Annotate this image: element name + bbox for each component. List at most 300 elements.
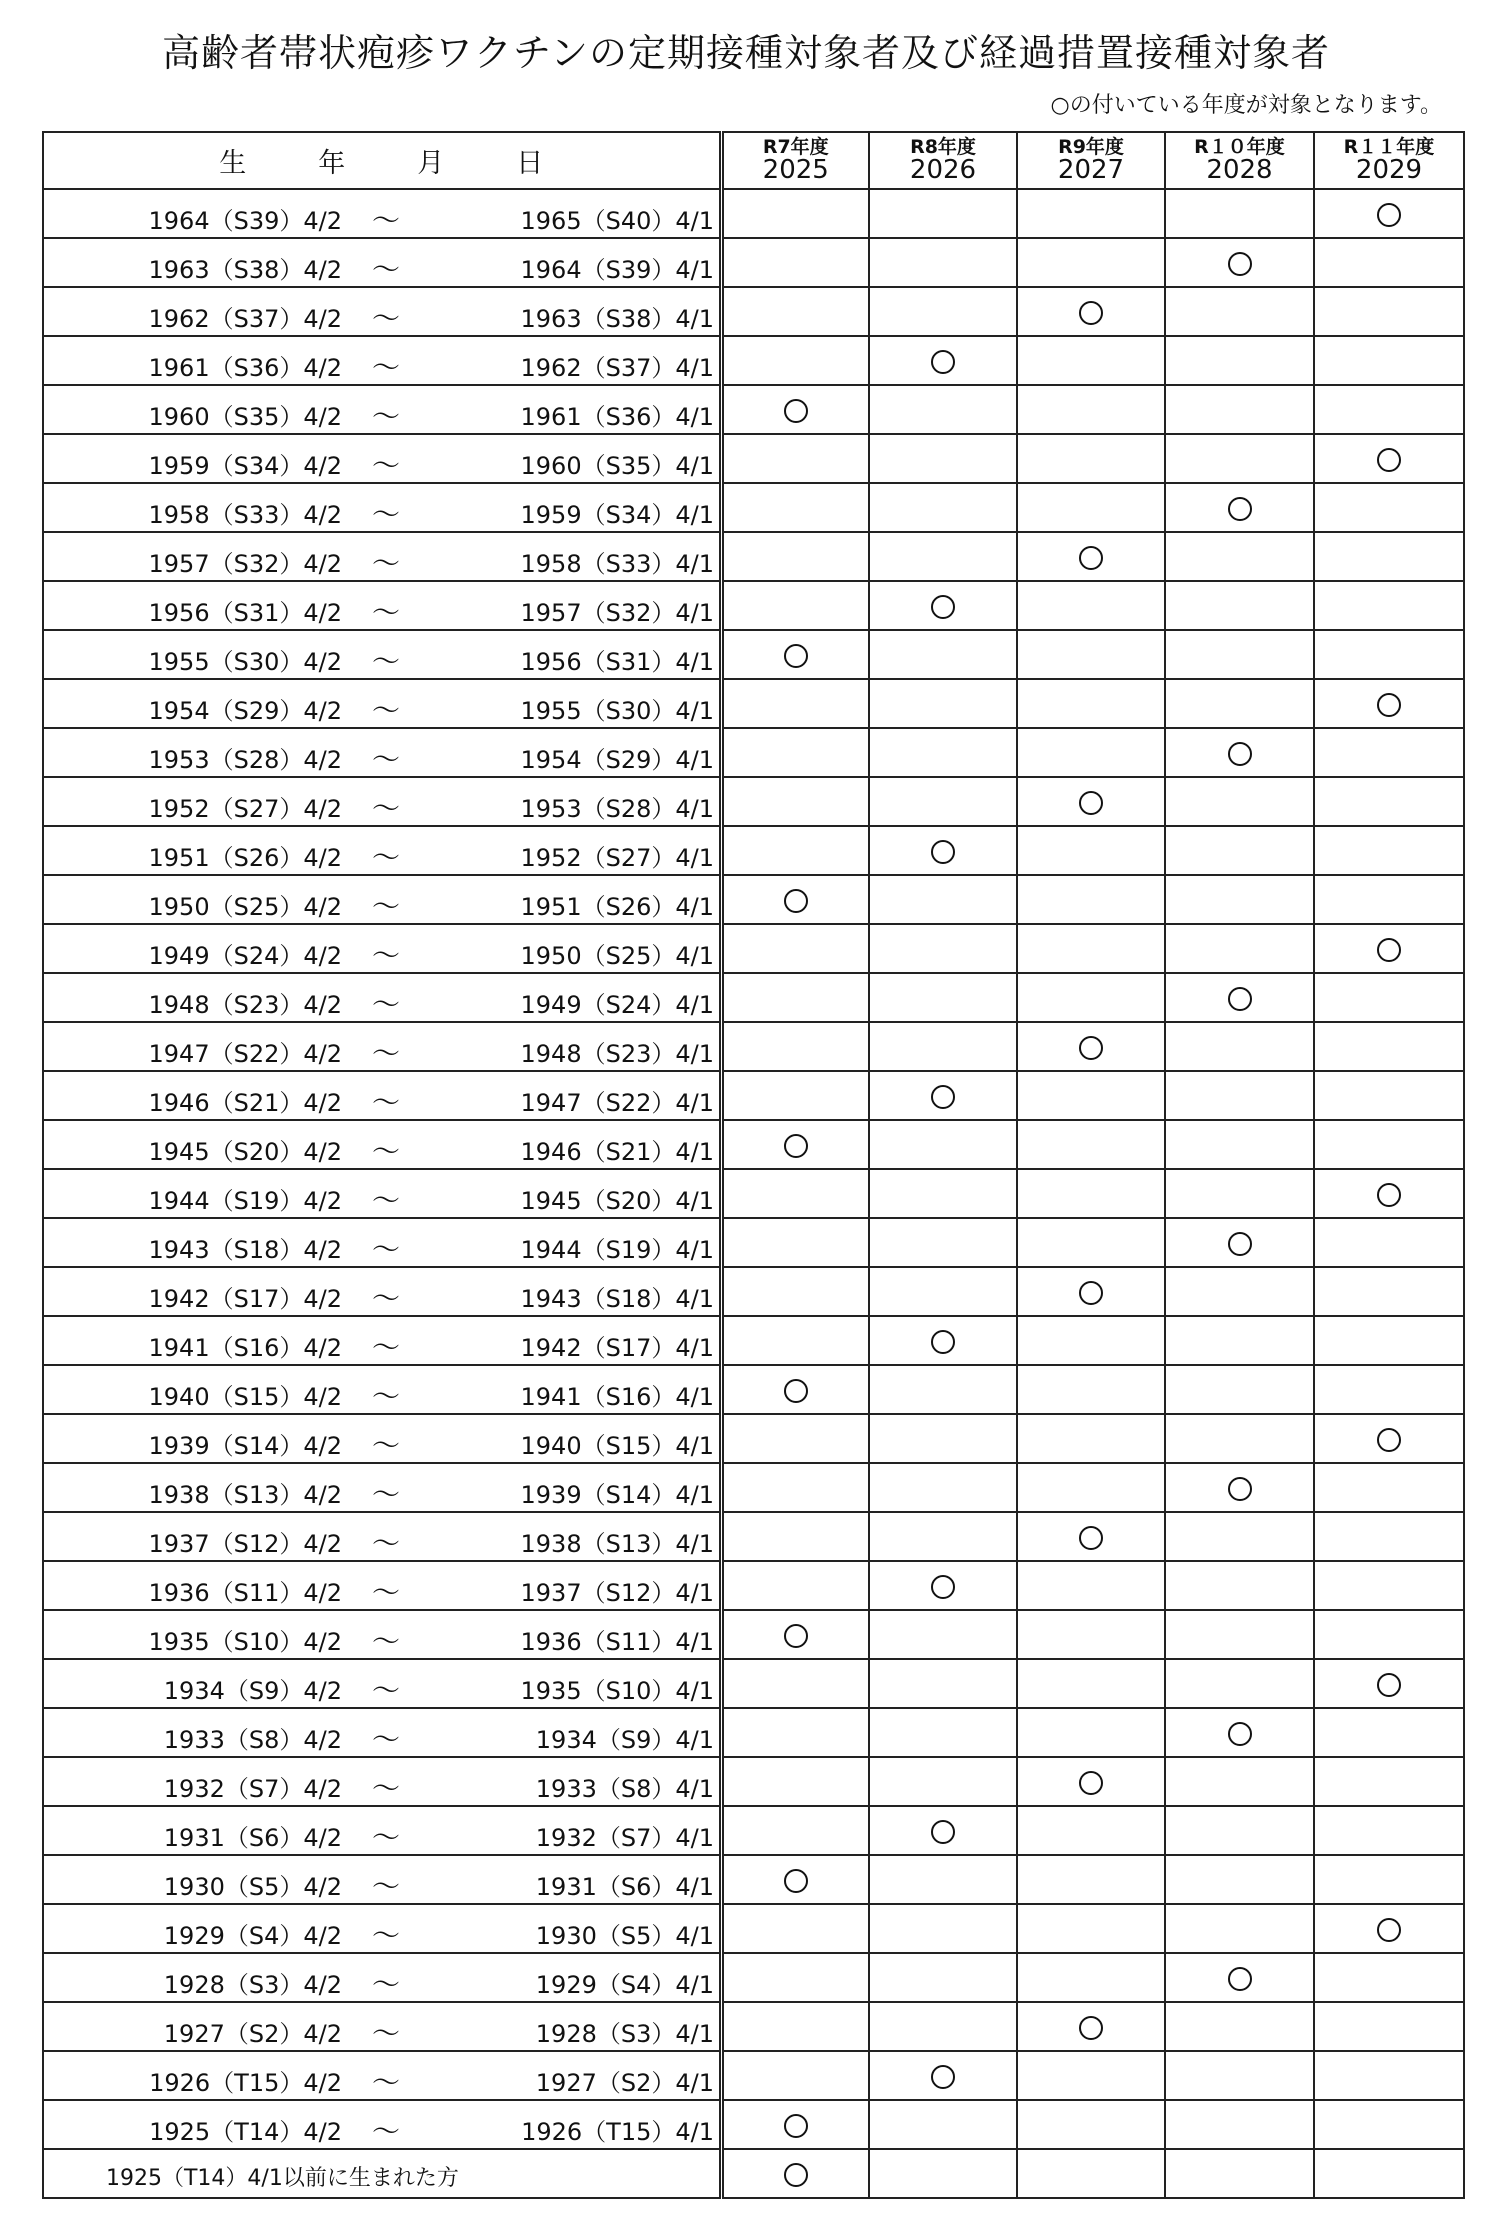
table-row <box>43 336 1464 385</box>
table-body <box>43 189 1464 2198</box>
table-row <box>43 238 1464 287</box>
eligibility-cell <box>1017 1120 1165 1169</box>
birthdate-to: 1956（S31）4/1 <box>520 648 714 676</box>
eligibility-cell <box>721 1757 869 1806</box>
birthdate-range-cell <box>43 1953 721 2002</box>
eligibility-cell <box>869 826 1017 875</box>
range-separator: ～ <box>372 1919 401 1952</box>
eligibility-cell <box>869 1806 1017 1855</box>
table-row <box>43 1071 1464 1120</box>
eligible-circle-icon <box>1079 1036 1103 1060</box>
table-row <box>43 483 1464 532</box>
birthdate-to: 1960（S35）4/1 <box>520 452 714 480</box>
table-row <box>43 875 1464 924</box>
birthdate-range-cell <box>43 875 721 924</box>
birthdate-range-cell <box>43 1561 721 1610</box>
table-row <box>43 1218 1464 1267</box>
table-row <box>43 679 1464 728</box>
birthdate-to: 1946（S21）4/1 <box>520 1138 714 1166</box>
eligibility-cell <box>1314 1561 1464 1610</box>
eligible-circle-icon <box>784 399 808 423</box>
birthdate-range-cell <box>43 2100 721 2149</box>
eligibility-cell <box>1017 1463 1165 1512</box>
eligibility-cell <box>1165 2149 1314 2198</box>
eligibility-cell <box>1165 434 1314 483</box>
eligibility-cell <box>1314 2100 1464 2149</box>
birthdate-to: 1936（S11）4/1 <box>520 1628 714 1656</box>
eligibility-cell <box>1314 287 1464 336</box>
birthdate-from: 1949（S24）4/2 <box>148 942 342 970</box>
table-row <box>43 1316 1464 1365</box>
range-separator: ～ <box>372 645 401 678</box>
eligibility-cell <box>1017 1414 1165 1463</box>
eligibility-cell <box>1314 1610 1464 1659</box>
birthdate-range-cell <box>43 1904 721 1953</box>
birthdate-from: 1950（S25）4/2 <box>148 893 342 921</box>
birthdate-to: 1943（S18）4/1 <box>520 1285 714 1313</box>
eligibility-cell <box>869 973 1017 1022</box>
table-row <box>43 630 1464 679</box>
eligibility-cell <box>1314 875 1464 924</box>
birthdate-from: 1948（S23）4/2 <box>148 991 342 1019</box>
eligibility-cell <box>1314 336 1464 385</box>
birthdate-range-cell <box>43 581 721 630</box>
birthdate-to: 1949（S24）4/1 <box>520 991 714 1019</box>
birthdate-from: 1944（S19）4/2 <box>148 1187 342 1215</box>
year-number: 2026 <box>909 155 977 185</box>
birthdate-from: 1934（S9）4/2 <box>163 1677 342 1705</box>
eligibility-cell <box>1017 287 1165 336</box>
eligibility-cell <box>869 189 1017 238</box>
range-separator: ～ <box>372 351 401 384</box>
birthdate-to: 1947（S22）4/1 <box>520 1089 714 1117</box>
eligibility-cell <box>1165 1855 1314 1904</box>
eligibility-cell <box>1165 728 1314 777</box>
range-separator: ～ <box>372 1723 401 1756</box>
eligibility-cell <box>721 2002 869 2051</box>
birthdate-from: 1959（S34）4/2 <box>148 452 342 480</box>
birthdate-to: 1945（S20）4/1 <box>520 1187 714 1215</box>
eligibility-cell <box>1017 336 1165 385</box>
eligible-circle-icon <box>931 840 955 864</box>
eligibility-cell <box>869 1708 1017 1757</box>
birthdate-range-cell <box>43 189 721 238</box>
eligible-circle-icon <box>931 1820 955 1844</box>
eligibility-cell <box>869 1953 1017 2002</box>
eligible-circle-icon <box>784 1869 808 1893</box>
eligibility-cell <box>869 777 1017 826</box>
eligibility-cell <box>1017 1757 1165 1806</box>
eligibility-cell <box>1165 532 1314 581</box>
year-number: 2027 <box>1057 155 1125 185</box>
birthdate-from: 1925（T14）4/2 <box>149 2118 342 2146</box>
table-row <box>43 287 1464 336</box>
eligibility-cell <box>1017 1169 1165 1218</box>
birthdate-from: 1960（S35）4/2 <box>148 403 342 431</box>
birthdate-to: 1926（T15）4/1 <box>521 2118 714 2146</box>
eligibility-cell <box>869 1855 1017 1904</box>
eligible-circle-icon <box>784 1379 808 1403</box>
range-separator: ～ <box>372 743 401 776</box>
eligibility-cell <box>869 483 1017 532</box>
year-column-header-r8 <box>869 132 1017 189</box>
eligibility-cell <box>721 1610 869 1659</box>
eligibility-cell <box>1017 385 1165 434</box>
eligibility-cell <box>1165 973 1314 1022</box>
eligibility-cell <box>869 728 1017 777</box>
eligibility-cell <box>1017 1610 1165 1659</box>
table-row <box>43 826 1464 875</box>
eligibility-cell <box>1314 532 1464 581</box>
header-char: 日 <box>516 148 544 179</box>
eligibility-cell <box>1017 875 1165 924</box>
birthdate-to: 1933（S8）4/1 <box>535 1775 714 1803</box>
table-row <box>43 1120 1464 1169</box>
table-row <box>43 2149 1464 2198</box>
eligibility-cell <box>869 238 1017 287</box>
birthdate-range-cell <box>43 385 721 434</box>
eligibility-cell <box>1017 2051 1165 2100</box>
birthdate-to: 1963（S38）4/1 <box>520 305 714 333</box>
eligibility-cell <box>1165 1757 1314 1806</box>
birthdate-from: 1957（S32）4/2 <box>148 550 342 578</box>
range-separator: ～ <box>372 988 401 1021</box>
eligibility-cell <box>1314 1806 1464 1855</box>
eligibility-cell <box>1314 1463 1464 1512</box>
birthdate-range-cell <box>43 336 721 385</box>
range-separator: ～ <box>372 1968 401 2001</box>
birthdate-range-cell <box>43 1806 721 1855</box>
birthdate-to: 1952（S27）4/1 <box>520 844 714 872</box>
eligibility-cell <box>1165 1022 1314 1071</box>
birthdate-from: 1927（S2）4/2 <box>163 2020 342 2048</box>
eligibility-cell <box>721 2100 869 2149</box>
eligible-circle-icon <box>1079 1281 1103 1305</box>
eligible-circle-icon <box>931 1085 955 1109</box>
eligible-circle-icon <box>1079 546 1103 570</box>
eligibility-cell <box>1017 1561 1165 1610</box>
eligibility-cell <box>869 1071 1017 1120</box>
eligible-circle-icon <box>1377 938 1401 962</box>
eligibility-cell <box>721 1267 869 1316</box>
range-separator: ～ <box>372 1527 401 1560</box>
eligible-circle-icon <box>1079 2016 1103 2040</box>
birthdate-range-cell <box>43 1463 721 1512</box>
table-row <box>43 973 1464 1022</box>
eligibility-cell <box>721 287 869 336</box>
eligibility-cell <box>1017 1218 1165 1267</box>
eligibility-cell <box>1314 1414 1464 1463</box>
eligible-circle-icon <box>931 595 955 619</box>
eligibility-cell <box>1017 483 1165 532</box>
eligibility-cell <box>721 679 869 728</box>
eligibility-cell <box>1314 1365 1464 1414</box>
eligibility-cell <box>1314 1953 1464 2002</box>
eligibility-cell <box>721 1855 869 1904</box>
eligibility-cell <box>869 1169 1017 1218</box>
range-separator: ～ <box>372 1380 401 1413</box>
birthdate-range-cell <box>43 1169 721 1218</box>
eligibility-cell <box>1017 924 1165 973</box>
birthdate-range-cell <box>43 630 721 679</box>
eligibility-cell <box>1017 1708 1165 1757</box>
eligibility-cell <box>721 973 869 1022</box>
eligibility-cell <box>721 1806 869 1855</box>
birthdate-to: 1927（S2）4/1 <box>535 2069 714 2097</box>
year-column-header-r10 <box>1165 132 1314 189</box>
range-separator: ～ <box>372 1772 401 1805</box>
range-separator: ～ <box>372 2115 401 2148</box>
table-row <box>43 2051 1464 2100</box>
eligibility-cell <box>721 238 869 287</box>
eligibility-cell <box>1165 679 1314 728</box>
eligibility-cell <box>721 1561 869 1610</box>
range-separator: ～ <box>372 1674 401 1707</box>
table-row <box>43 434 1464 483</box>
eligible-circle-icon <box>1228 497 1252 521</box>
eligibility-cell <box>721 1365 869 1414</box>
birthdate-range-cell <box>43 1120 721 1169</box>
eligibility-cell <box>869 1757 1017 1806</box>
eligibility-cell <box>1165 483 1314 532</box>
eligibility-cell <box>1165 287 1314 336</box>
range-separator: ～ <box>372 1478 401 1511</box>
eligibility-cell <box>1314 434 1464 483</box>
year-label: R7年度 <box>762 136 829 158</box>
range-separator: ～ <box>372 302 401 335</box>
birthdate-to: 1958（S33）4/1 <box>520 550 714 578</box>
eligibility-cell <box>1314 826 1464 875</box>
eligibility-cell <box>721 826 869 875</box>
table-row <box>43 1806 1464 1855</box>
birthdate-range-cell <box>43 1855 721 1904</box>
eligibility-cell <box>1017 2149 1165 2198</box>
eligibility-cell <box>869 1904 1017 1953</box>
range-separator: ～ <box>372 1429 401 1462</box>
eligibility-cell <box>1017 189 1165 238</box>
year-column-header-r11 <box>1314 132 1464 189</box>
birthdate-range-cell <box>43 924 721 973</box>
eligibility-cell <box>1017 777 1165 826</box>
range-separator: ～ <box>372 1282 401 1315</box>
range-separator: ～ <box>372 2017 401 2050</box>
eligibility-cell <box>1314 924 1464 973</box>
year-label: R１１年度 <box>1343 136 1435 158</box>
birthdate-to: 1950（S25）4/1 <box>520 942 714 970</box>
eligibility-cell <box>1017 532 1165 581</box>
year-label: R9年度 <box>1058 136 1124 158</box>
birthdate-range-cell <box>43 238 721 287</box>
range-separator: ～ <box>372 547 401 580</box>
eligibility-cell <box>1314 483 1464 532</box>
birthdate-from: 1939（S14）4/2 <box>148 1432 342 1460</box>
range-separator: ～ <box>372 1184 401 1217</box>
birthdate-to: 1951（S26）4/1 <box>520 893 714 921</box>
eligibility-cell <box>1314 2051 1464 2100</box>
birthdate-to: 1948（S23）4/1 <box>520 1040 714 1068</box>
eligible-circle-icon <box>1228 1967 1252 1991</box>
eligibility-cell <box>1017 434 1165 483</box>
eligibility-cell <box>1165 777 1314 826</box>
birthdate-from: 1956（S31）4/2 <box>148 599 342 627</box>
table-row <box>43 1512 1464 1561</box>
eligibility-cell <box>1165 581 1314 630</box>
birthdate-range-cell <box>43 1267 721 1316</box>
birthdate-to: 1940（S15）4/1 <box>520 1432 714 1460</box>
table-row <box>43 1414 1464 1463</box>
eligibility-cell <box>869 434 1017 483</box>
eligibility-cell <box>1165 1512 1314 1561</box>
birthdate-to: 1955（S30）4/1 <box>520 697 714 725</box>
eligibility-cell <box>869 1414 1017 1463</box>
eligible-circle-icon <box>1228 1232 1252 1256</box>
birthdate-to: 1965（S40）4/1 <box>520 207 714 235</box>
eligibility-cell <box>1017 1855 1165 1904</box>
birthdate-from: 1938（S13）4/2 <box>148 1481 342 1509</box>
eligibility-cell <box>869 2051 1017 2100</box>
birthdate-range-cell <box>43 1218 721 1267</box>
eligibility-cell <box>1017 630 1165 679</box>
table-row <box>43 532 1464 581</box>
eligible-circle-icon <box>784 1134 808 1158</box>
eligibility-cell <box>721 728 869 777</box>
eligibility-cell <box>1017 1904 1165 1953</box>
eligibility-cell <box>869 1022 1017 1071</box>
eligibility-cell <box>721 630 869 679</box>
birthdate-range-cell <box>43 532 721 581</box>
eligibility-cell <box>721 1512 869 1561</box>
eligibility-cell <box>869 1365 1017 1414</box>
eligibility-cell <box>1314 1120 1464 1169</box>
eligibility-cell <box>1314 238 1464 287</box>
eligibility-cell <box>1314 728 1464 777</box>
eligibility-cell <box>1017 2100 1165 2149</box>
range-separator: ～ <box>372 694 401 727</box>
table-row <box>43 581 1464 630</box>
eligibility-cell <box>721 1414 869 1463</box>
year-label: R１０年度 <box>1194 136 1285 158</box>
year-label: R8年度 <box>910 136 976 158</box>
table-row <box>43 189 1464 238</box>
birthdate-from: 1931（S6）4/2 <box>163 1824 342 1852</box>
birthdate-range-cell <box>43 2149 721 2198</box>
birthdate-from: 1963（S38）4/2 <box>148 256 342 284</box>
eligibility-cell <box>1165 1071 1314 1120</box>
range-separator: ～ <box>372 841 401 874</box>
eligibility-cell <box>721 1904 869 1953</box>
birthdate-from: 1953（S28）4/2 <box>148 746 342 774</box>
birthdate-to: 1964（S39）4/1 <box>520 256 714 284</box>
table-row <box>43 1610 1464 1659</box>
range-separator: ～ <box>372 1233 401 1266</box>
birthdate-range-cell <box>43 1512 721 1561</box>
eligible-circle-icon <box>784 889 808 913</box>
birthdate-from: 1961（S36）4/2 <box>148 354 342 382</box>
range-separator: ～ <box>372 2066 401 2099</box>
table-row <box>43 777 1464 826</box>
range-separator: ～ <box>372 1135 401 1168</box>
eligibility-cell <box>1165 875 1314 924</box>
birthdate-from: 1937（S12）4/2 <box>148 1530 342 1558</box>
eligibility-cell <box>1314 1316 1464 1365</box>
range-separator: ～ <box>372 939 401 972</box>
eligibility-cell <box>721 1316 869 1365</box>
eligible-circle-icon <box>1377 448 1401 472</box>
eligibility-cell <box>721 1659 869 1708</box>
table-row <box>43 728 1464 777</box>
birthdate-to: 1928（S3）4/1 <box>535 2020 714 2048</box>
eligibility-cell <box>869 1267 1017 1316</box>
eligibility-cell <box>869 1120 1017 1169</box>
birthdate-from: 1935（S10）4/2 <box>148 1628 342 1656</box>
eligible-circle-icon <box>1377 1918 1401 1942</box>
schedule-table <box>42 131 1465 2199</box>
birthdate-to: 1929（S4）4/1 <box>535 1971 714 1999</box>
birthdate-to: 1954（S29）4/1 <box>520 746 714 774</box>
eligibility-cell <box>721 1218 869 1267</box>
birthdate-from: 1943（S18）4/2 <box>148 1236 342 1264</box>
eligibility-cell <box>1017 679 1165 728</box>
range-separator: ～ <box>372 1086 401 1119</box>
eligible-circle-icon <box>784 2114 808 2138</box>
eligibility-cell <box>1017 1071 1165 1120</box>
table-row <box>43 1365 1464 1414</box>
birthdate-from: 1940（S15）4/2 <box>148 1383 342 1411</box>
eligibility-cell <box>1314 1267 1464 1316</box>
table-row <box>43 1904 1464 1953</box>
birthdate-from: 1936（S11）4/2 <box>148 1579 342 1607</box>
eligibility-cell <box>721 777 869 826</box>
birthdate-range-cell <box>43 1708 721 1757</box>
eligibility-cell <box>721 385 869 434</box>
eligibility-cell <box>869 2149 1017 2198</box>
eligibility-cell <box>721 1463 869 1512</box>
header-char: 生 <box>219 148 247 179</box>
eligibility-cell <box>1017 1022 1165 1071</box>
eligibility-cell <box>1314 2149 1464 2198</box>
birthdate-from: 1941（S16）4/2 <box>148 1334 342 1362</box>
eligibility-cell <box>1165 1610 1314 1659</box>
table-row <box>43 1267 1464 1316</box>
eligibility-cell <box>1165 1169 1314 1218</box>
birthdate-to: 1962（S37）4/1 <box>520 354 714 382</box>
eligibility-cell <box>869 1316 1017 1365</box>
eligibility-cell <box>721 434 869 483</box>
birthdate-range-cell <box>43 1022 721 1071</box>
eligibility-cell <box>869 1561 1017 1610</box>
eligibility-cell <box>1017 826 1165 875</box>
eligible-circle-icon <box>1377 1183 1401 1207</box>
range-separator: ～ <box>372 1331 401 1364</box>
eligibility-cell <box>869 875 1017 924</box>
eligibility-cell <box>721 189 869 238</box>
year-number: 2029 <box>1355 155 1423 185</box>
table-row <box>43 1855 1464 1904</box>
range-separator: ～ <box>372 792 401 825</box>
eligible-circle-icon <box>1079 301 1103 325</box>
eligibility-cell <box>721 924 869 973</box>
birthdate-to: 1959（S34）4/1 <box>520 501 714 529</box>
eligibility-cell <box>869 336 1017 385</box>
year-column-header-r9 <box>1017 132 1165 189</box>
eligibility-cell <box>1314 1218 1464 1267</box>
birthdate-range-cell <box>43 1610 721 1659</box>
range-separator: ～ <box>372 1821 401 1854</box>
range-separator: ～ <box>372 596 401 629</box>
eligible-circle-icon <box>1228 252 1252 276</box>
eligibility-cell <box>1017 1659 1165 1708</box>
range-separator: ～ <box>372 253 401 286</box>
